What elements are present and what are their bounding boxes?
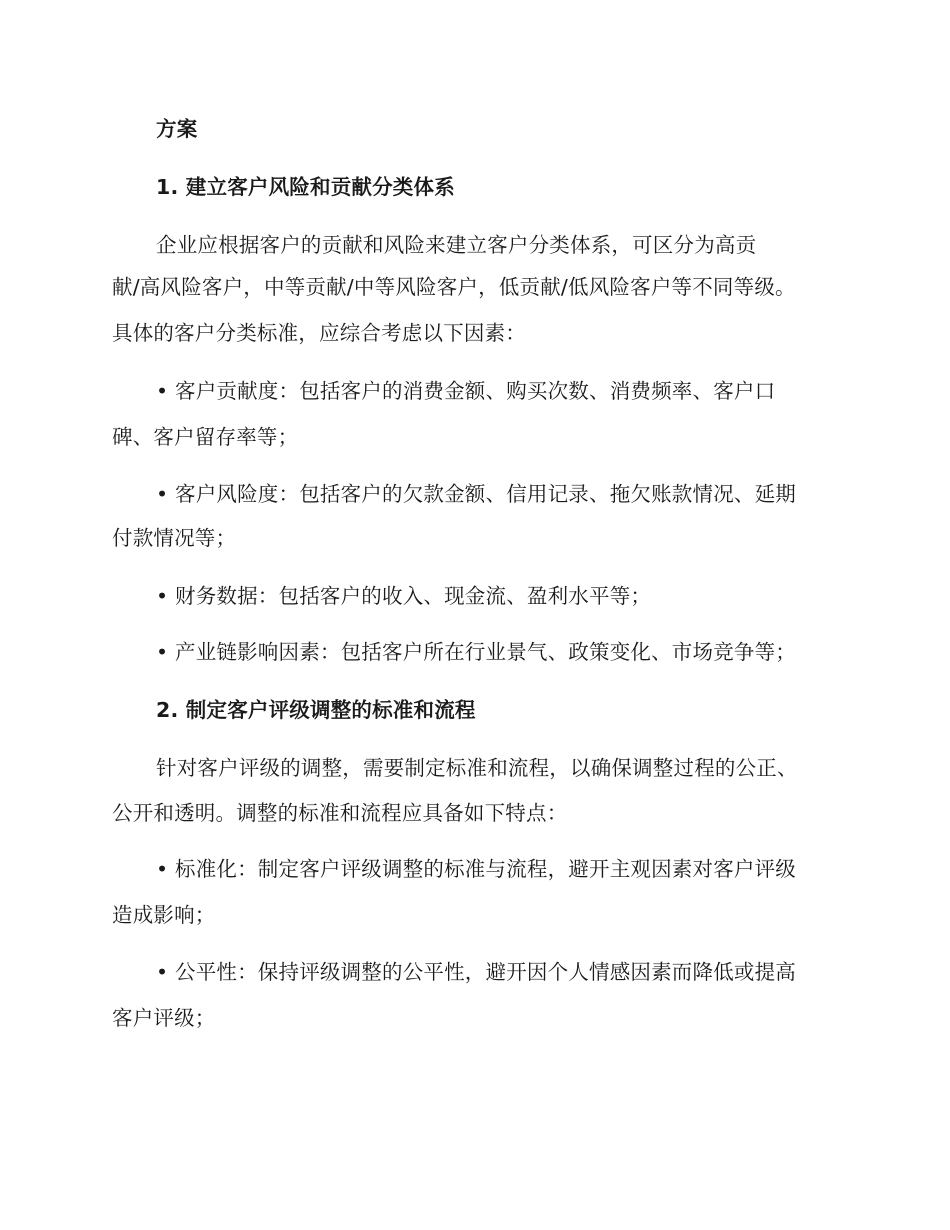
section-2-intro-line-2: 公开和透明。调整的标准和流程应具备如下特点： bbox=[112, 801, 568, 825]
section-1-bullet-1-line-2: 碑、客户留存率等； bbox=[112, 425, 299, 449]
section-1-intro-line-3: 具体的客户分类标准，应综合考虑以下因素： bbox=[112, 321, 526, 345]
section-1-heading: 1. 建立客户风险和贡献分类体系 bbox=[156, 175, 455, 199]
section-1-bullet-2-line-1: • 客户风险度：包括客户的欠款金额、信用记录、拖欠账款情况、延期 bbox=[156, 482, 797, 506]
document-title: 方案 bbox=[156, 117, 198, 141]
section-2-bullet-2-line-1: • 公平性：保持评级调整的公平性，避开因个人情感因素而降低或提高 bbox=[156, 960, 797, 984]
section-1-intro-line-1: 企业应根据客户的贡献和风险来建立客户分类体系，可区分为高贡 bbox=[156, 233, 757, 257]
section-1-bullet-4: • 产业链影响因素：包括客户所在行业景气、政策变化、市场竞争等； bbox=[156, 640, 797, 664]
section-2-intro-line-1: 针对客户评级的调整，需要制定标准和流程，以确保调整过程的公正、 bbox=[156, 756, 798, 780]
section-1-bullet-1-line-1: • 客户贡献度：包括客户的消费金额、购买次数、消费频率、客户口 bbox=[156, 379, 776, 403]
section-1-bullet-3: • 财务数据：包括客户的收入、现金流、盈利水平等； bbox=[156, 584, 652, 608]
section-2-heading: 2. 制定客户评级调整的标准和流程 bbox=[156, 698, 476, 722]
section-2-bullet-2-line-2: 客户评级； bbox=[112, 1006, 216, 1030]
section-1-intro-line-2: 献/高风险客户，中等贡献/中等风险客户，低贡献/低风险客户等不同等级。 bbox=[112, 275, 796, 299]
section-2-bullet-1-line-1: • 标准化：制定客户评级调整的标准与流程，避开主观因素对客户评级 bbox=[156, 857, 797, 881]
section-2-bullet-1-line-2: 造成影响； bbox=[112, 903, 216, 927]
section-1-bullet-2-line-2: 付款情况等； bbox=[112, 526, 237, 550]
